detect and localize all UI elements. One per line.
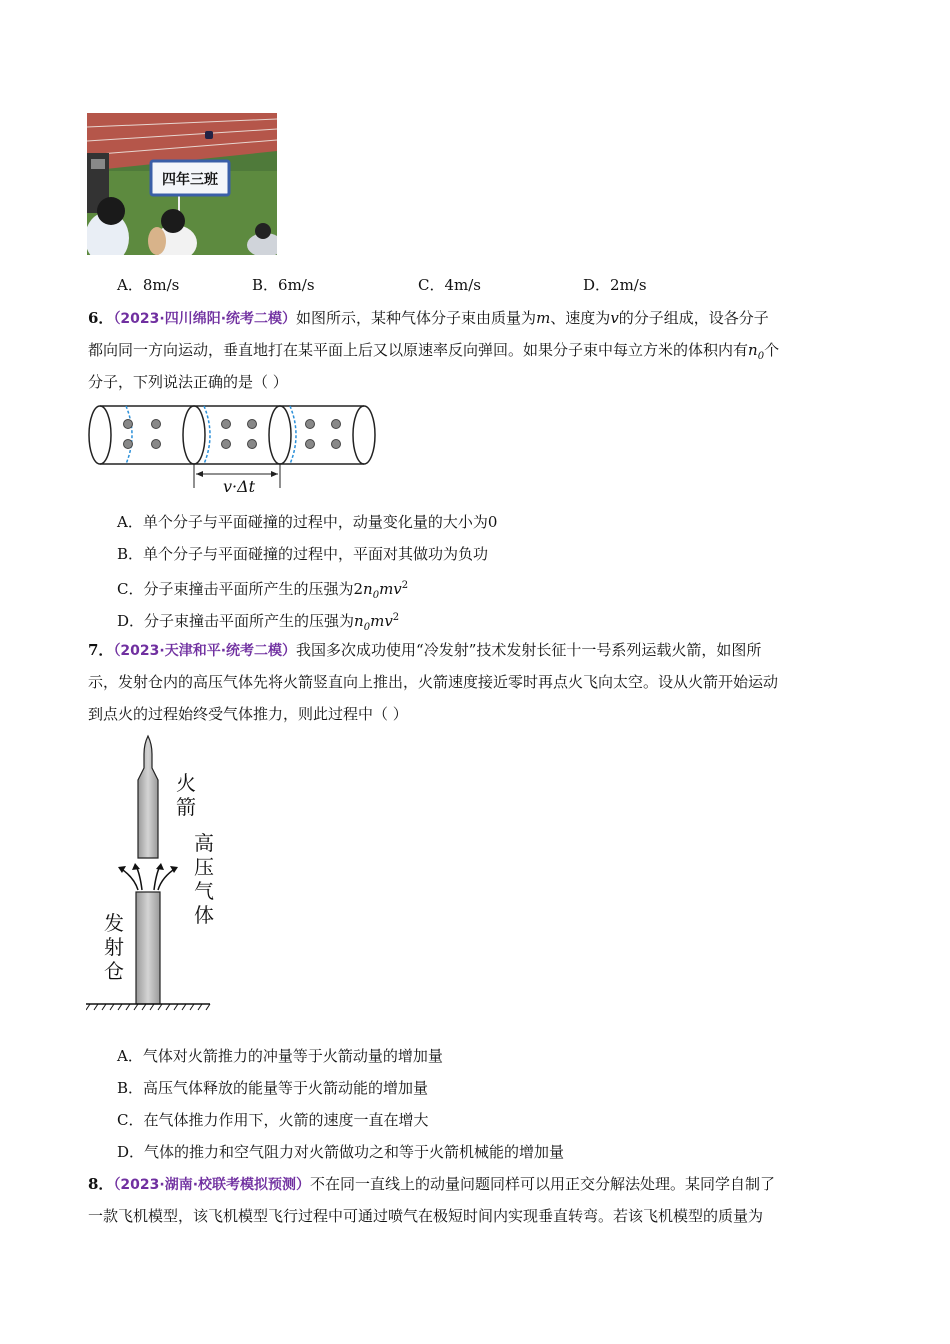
label-gas-3: 气 xyxy=(194,879,214,903)
q7-stem-line2 xyxy=(88,672,778,692)
option-text: 2m/s xyxy=(610,276,647,294)
label-gas-2: 压 xyxy=(194,855,214,879)
var-n-sub: 0 xyxy=(363,622,371,633)
option-text: 单个分子与平面碰撞的过程中，平面对其做功为负功 xyxy=(143,545,489,563)
var-n-sub: 0 xyxy=(372,590,380,601)
stem-text: 一款飞机模型，该飞机模型飞行过程中可通过喷气在极短时间内实现垂直转弯。若该飞机模型的质量为 xyxy=(88,1207,764,1225)
option-label: B． xyxy=(117,545,144,563)
option-text: 在气体推力作用下，火箭的速度一直在增大 xyxy=(143,1111,429,1129)
option-label: B． xyxy=(117,1079,144,1097)
stem-text: 如图所示，某种气体分子束由质量为 xyxy=(296,309,537,327)
option-text: 4m/s xyxy=(444,276,482,294)
option-text: 气体对火箭推力的冲量等于火箭动量的增加量 xyxy=(142,1047,443,1065)
q5-option-c[interactable] xyxy=(418,275,481,295)
var-n: n xyxy=(363,580,373,598)
option-text: 高压气体释放的能量等于火箭动能的增加量 xyxy=(143,1079,429,1097)
question-source: （2023·四川绵阳·统考二模） xyxy=(113,311,297,327)
stem-text: 个 xyxy=(764,341,780,359)
q7-option-d[interactable] xyxy=(117,1142,564,1162)
q7-stem-line1 xyxy=(88,640,761,661)
q6-option-a[interactable] xyxy=(117,512,497,532)
var-m: m xyxy=(536,309,551,327)
option-label: D． xyxy=(117,1143,145,1161)
option-label: D． xyxy=(583,276,611,294)
option-label: C． xyxy=(117,1111,144,1129)
question-number: 6． xyxy=(88,309,114,327)
option-label: B． xyxy=(252,276,279,294)
question-number: 7． xyxy=(88,641,114,659)
q5-option-b[interactable] xyxy=(252,275,315,295)
option-text: 单个分子与平面碰撞的过程中，动量变化量的大小为0 xyxy=(142,513,498,531)
question-number: 8． xyxy=(88,1175,114,1193)
option-text: 分子束撞击平面所产生的压强为2 xyxy=(143,580,364,598)
question-source: （2023·湖南·校联考模拟预测） xyxy=(113,1177,311,1193)
option-text: 6m/s xyxy=(278,276,315,294)
option-label: A． xyxy=(117,513,143,531)
option-label: A． xyxy=(117,1047,143,1065)
label-rocket-1: 火 xyxy=(176,771,196,795)
var-v-sup: 2 xyxy=(392,612,400,623)
molecule-beam-diagram xyxy=(86,402,382,494)
option-text: 8m/s xyxy=(142,276,180,294)
var-mv: mv xyxy=(379,580,402,598)
q6-stem-line3 xyxy=(88,372,288,392)
q8-stem-line2 xyxy=(88,1206,763,1226)
q5-option-d[interactable] xyxy=(583,275,647,295)
q7-option-c[interactable] xyxy=(117,1110,429,1130)
cold-launch-diagram xyxy=(86,732,226,1012)
q7-option-a[interactable] xyxy=(117,1046,443,1066)
label-silo-3: 仓 xyxy=(104,959,124,983)
q7-stem-line3 xyxy=(88,704,408,724)
option-text: 分子束撞击平面所产生的压强为 xyxy=(144,612,355,630)
school-photo xyxy=(87,113,277,255)
var-mv: mv xyxy=(370,612,393,630)
q6-option-c[interactable] xyxy=(117,576,408,606)
q6-option-b[interactable] xyxy=(117,544,488,564)
stem-text: 到点火的过程始终受气体推力，则此过程中（ ） xyxy=(88,705,408,723)
stem-text: 分子，下列说法正确的是（ ） xyxy=(88,373,288,391)
q8-stem-line1 xyxy=(88,1174,775,1195)
q7-option-b[interactable] xyxy=(117,1078,428,1098)
var-v: v xyxy=(610,309,619,327)
q6-stem-line2 xyxy=(88,340,779,367)
q6-option-d[interactable] xyxy=(117,608,399,638)
var-n: n xyxy=(748,341,758,359)
stem-text: 都向同一方向运动，垂直地打在某平面上后又以原速率反向弹回。如果分子束中每立方米的体积内有 xyxy=(88,341,749,359)
var-n-sub: 0 xyxy=(757,351,765,362)
option-label: D． xyxy=(117,612,145,630)
label-gas-1: 高 xyxy=(194,831,214,855)
stem-text: 、速度为 xyxy=(550,309,611,327)
label-silo-2: 射 xyxy=(104,935,124,959)
option-label: A． xyxy=(117,276,143,294)
option-text: 气体的推力和空气阻力对火箭做功之和等于火箭机械能的增加量 xyxy=(144,1143,565,1161)
label-gas-4: 体 xyxy=(194,903,214,927)
label-rocket-2: 箭 xyxy=(176,795,196,819)
option-label: C． xyxy=(418,276,445,294)
q6-stem-line1 xyxy=(88,308,769,329)
diagram-label-v-dt: v·Δt xyxy=(222,477,256,494)
label-silo-1: 发 xyxy=(104,911,124,935)
q5-option-a[interactable] xyxy=(117,275,179,295)
stem-text: 不在同一直线上的动量问题同样可以用正交分解法处理。某同学自制了 xyxy=(310,1175,776,1193)
stem-text: 我国多次成功使用“冷发射”技术发射长征十一号系列运载火箭，如图所 xyxy=(296,641,762,659)
stem-text: 的分子组成，设各分子 xyxy=(618,309,769,327)
stem-text: 示，发射仓内的高压气体先将火箭竖直向上推出，火箭速度接近零时再点火飞向太空。设从火箭开始运动 xyxy=(88,673,779,691)
question-source: （2023·天津和平·统考二模） xyxy=(113,643,297,659)
var-n: n xyxy=(354,612,364,630)
var-v-sup: 2 xyxy=(401,580,409,591)
photo-sign-text: 四年三班 xyxy=(162,172,218,188)
option-label: C． xyxy=(117,580,144,598)
